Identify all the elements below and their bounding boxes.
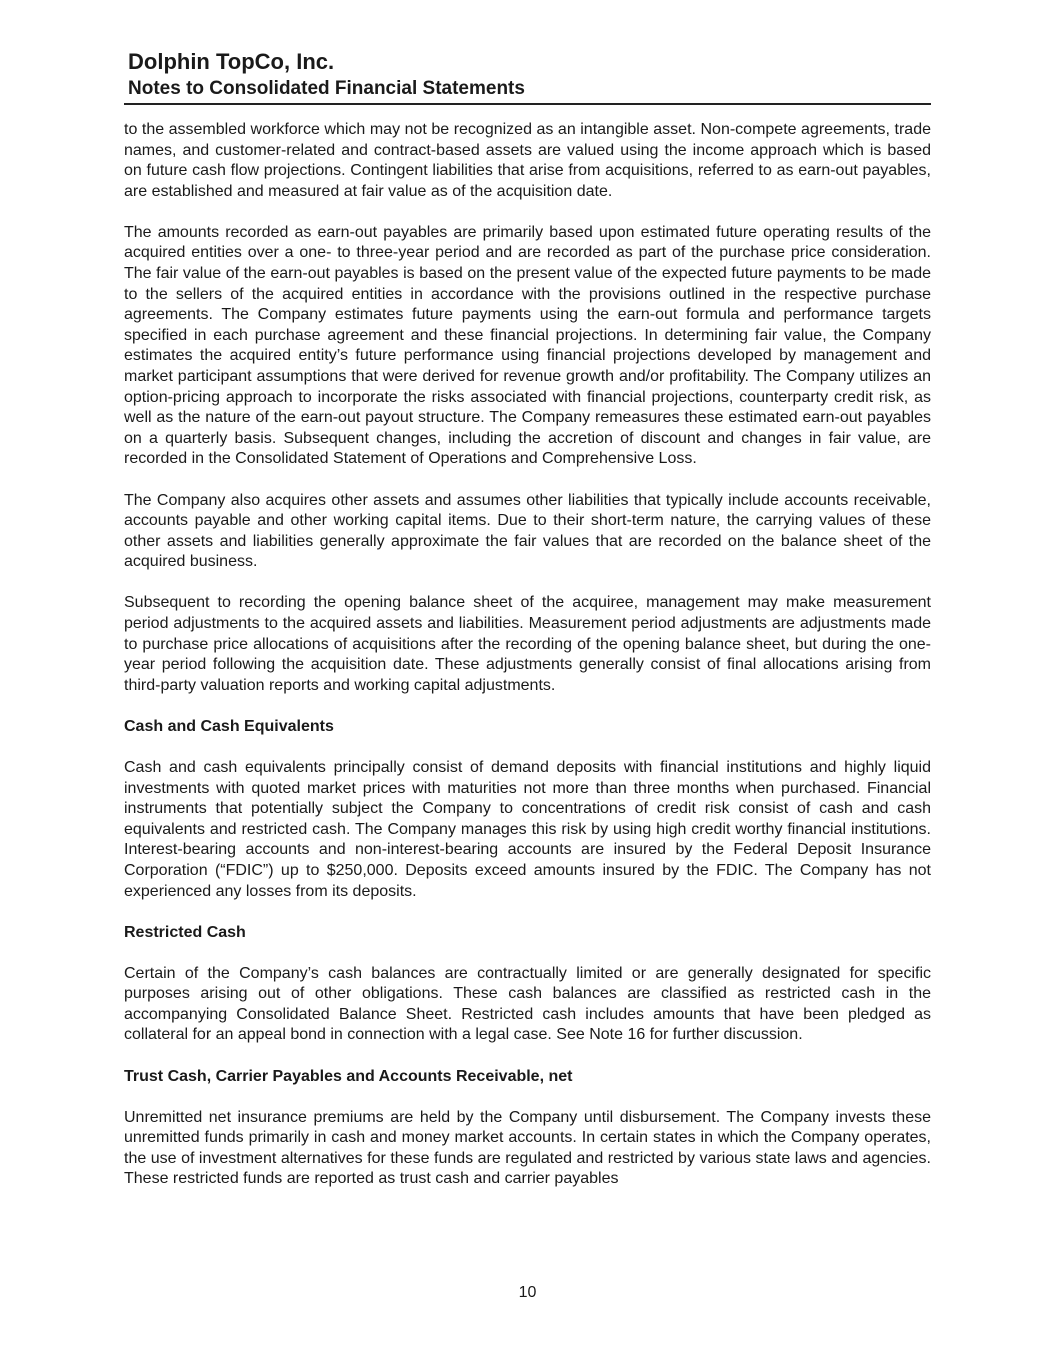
- paragraph-measurement-period: Subsequent to recording the opening balance sheet of the acquiree, management may make measurement period adjustments to the acquired assets and liabilities. Measurement period adjustments are adjustments made to purchase price allocations of acquisitions after the recording of the opening balance sheet, but during the one-year period following the acquisition date. These adjustments generally consist of final allocations arising from third-party valuation reports and working capital adjustments.: [124, 594, 931, 694]
- section-heading-restricted-cash: Restricted Cash: [124, 923, 246, 941]
- header-divider: [124, 103, 931, 105]
- page-header: [128, 48, 931, 102]
- document-subtitle: Notes to Consolidated Financial Statements: [128, 78, 525, 99]
- document-body: [124, 120, 931, 1211]
- section-heading-trust-cash: Trust Cash, Carrier Payables and Accounts Receivable, net: [124, 1067, 573, 1085]
- section-text-restricted-cash: Certain of the Company’s cash balances are contractually limited or are generally designated for specific purposes arising out of other obligations. These cash balances are classified as restricted cash in the accompanying Consolidated Balance Sheet. Restricted cash includes amounts that have been pledged as collateral for an appeal bond in connection with a legal case. See Note 16 for further discussion.: [124, 964, 931, 1044]
- paragraph-earn-out-payables: The amounts recorded as earn-out payables are primarily based upon estimated future operating results of the acquired entities over a one- to three-year period and are recorded as part of the purchase price consideration. The fair value of the earn-out payables is based on the present value of the expected future payments to be made to the sellers of the acquired entities in accordance with the provisions outlined in the respective purchase agreements. The Company estimates future payments using the earn-out formula and performance targets specified in each purchase agreement and these financial projections. In determining fair value, the Company estimates the acquired entity’s future performance using financial projections developed by management and market participant assumptions that were derived for revenue growth and/or profitability. The Company utilizes an option-pricing approach to incorporate the risks associated with financial projections, counterparty credit risk, as well as the nature of the earn-out payout structure. The Company remeasures these estimated earn-out payables on a quarterly basis. Subsequent changes, including the accretion of discount and changes in fair value, are recorded in the Consolidated Statement of Operations and Comprehensive Loss.: [124, 223, 931, 468]
- paragraph-intangible-assets: to the assembled workforce which may not be recognized as an intangible asset. Non-compete agreements, trade names, and customer-related and contract-based assets are valued using the income approach which is based on future cash flow projections. Contingent liabilities that arise from acquisitions, referred to as earn-out payables, are established and measured at fair value as of the acquisition date.: [124, 121, 931, 200]
- section-heading-cash: Cash and Cash Equivalents: [124, 717, 334, 735]
- paragraph-other-assets: The Company also acquires other assets and assumes other liabilities that typically include accounts receivable, accounts payable and other working capital items. Due to their short-term nature, the carrying values of these other assets and liabilities generally approximate the fair values that are recorded on the balance sheet of the acquired business.: [124, 491, 931, 571]
- section-text-cash: Cash and cash equivalents principally consist of demand deposits with financial institutions and highly liquid investments with quoted market prices with maturities not more than three months when purchased. Financial instruments that potentially subject the Company to concentrations of credit risk consist of cash and cash equivalents and restricted cash. The Company manages this risk by using high credit worthy financial institutions. Interest-bearing accounts and non-interest-bearing accounts are insured by the Federal Deposit Insurance Corporation (“FDIC”) up to $250,000. Deposits exceed amounts insured by the FDIC. The Company has not experienced any losses from its deposits.: [124, 758, 931, 900]
- company-name: Dolphin TopCo, Inc.: [128, 49, 335, 74]
- page-number: 10: [518, 1284, 537, 1301]
- section-text-trust-cash: Unremitted net insurance premiums are held by the Company until disbursement. The Company invests these unremitted funds primarily in cash and money market accounts. In certain states in which the Company operates, the use of investment alternatives for these funds are regulated and restricted by various state laws and agencies. These restricted funds are reported as trust cash and carrier payables: [124, 1108, 931, 1188]
